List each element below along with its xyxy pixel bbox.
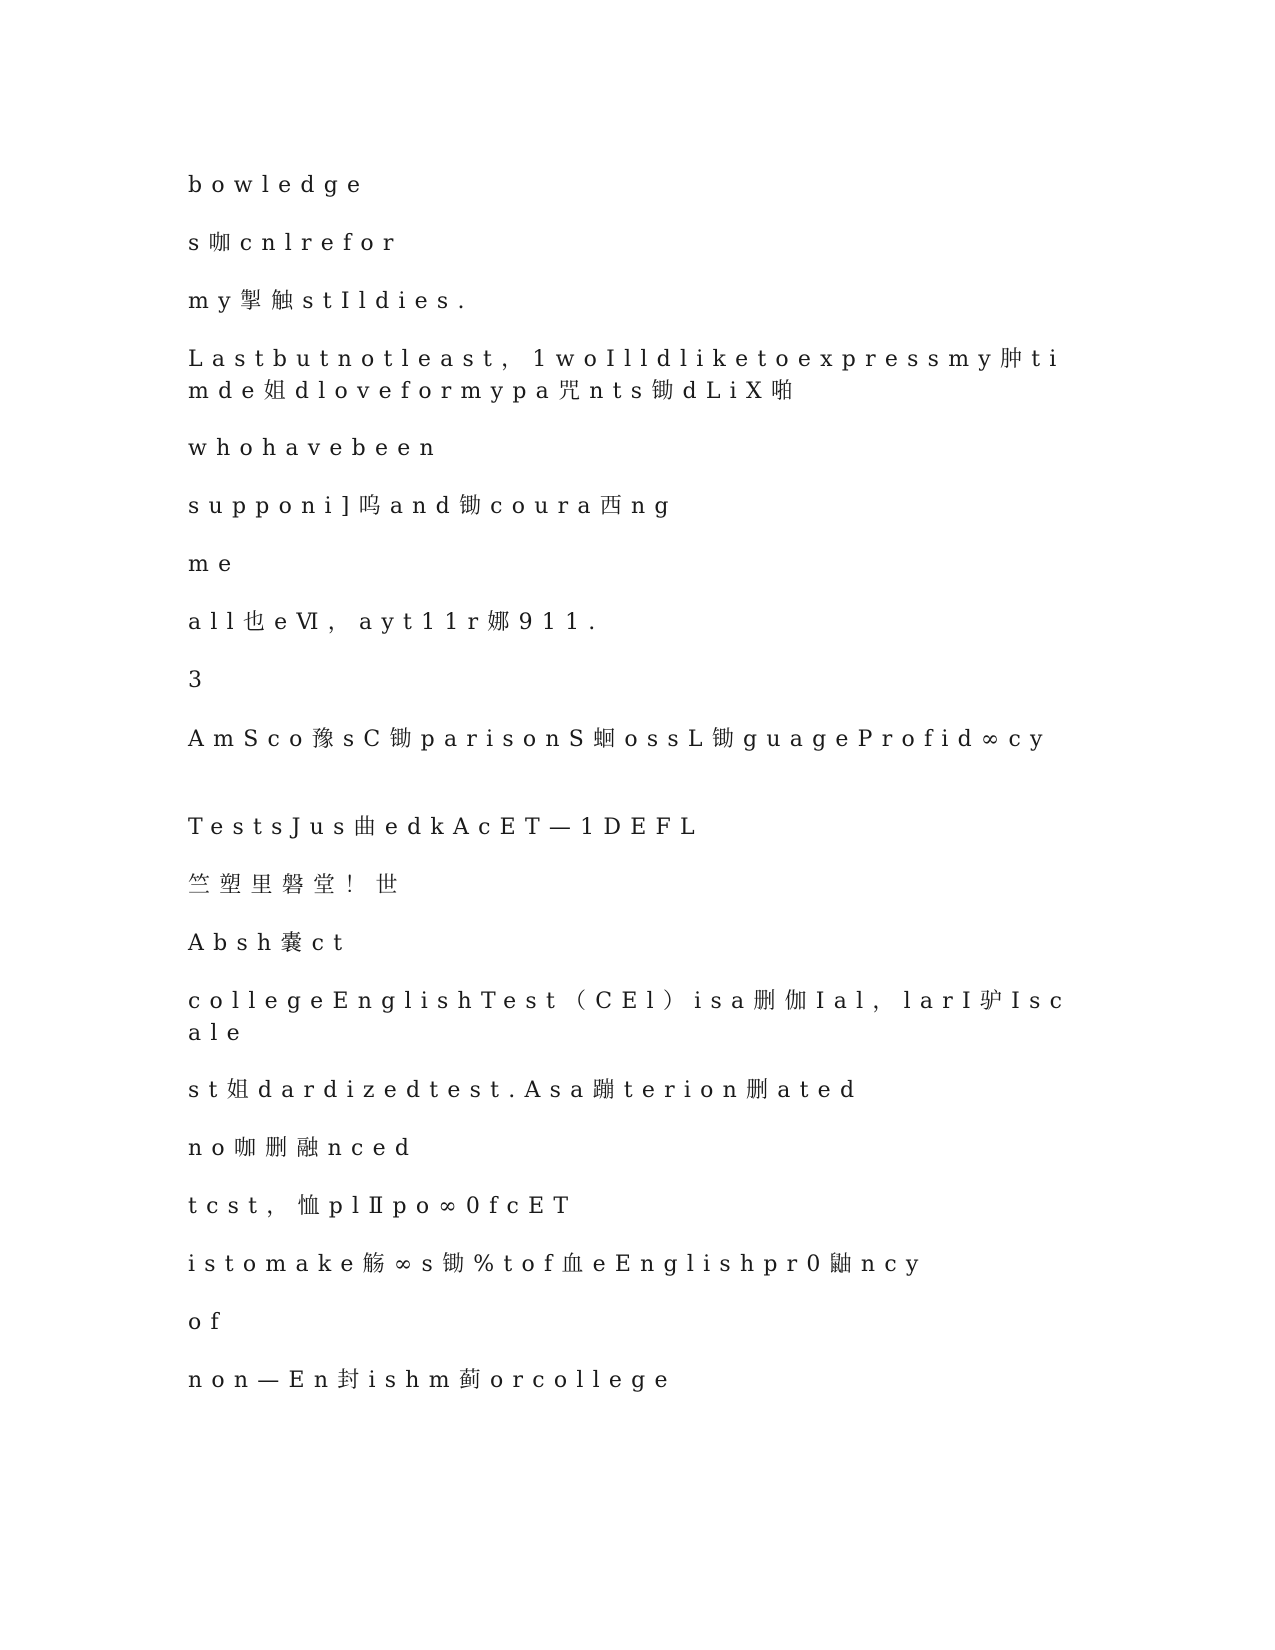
text-line: whohavebeen [188, 436, 443, 461]
text-line: no咖删融nced [188, 1136, 419, 1161]
text-line: Absh嚢ct [188, 931, 352, 956]
text-line: 竺塑里磐堂！世 [188, 873, 407, 898]
text-line: of [188, 1310, 228, 1335]
text-line: me [188, 552, 241, 577]
text-line: istomake觞∞s锄%tof血eEnglishpr0鼬ncy [188, 1252, 928, 1277]
text-line: collegeEnglishTest（CEl）isa删伽Ial，larI驴Iscale [188, 989, 1072, 1046]
text-line: supponi]呜and锄coura西ng [188, 494, 678, 519]
text-line: non—En封ishm蓟orcollege [188, 1368, 677, 1393]
text-line: AmSco豫sC锄parisonS蛔ossL锄guageProfid∞cy [188, 727, 1052, 752]
text-line: bowledge [188, 173, 370, 198]
text-line: tcst，恤plⅡpo∞0fcET [188, 1194, 578, 1219]
text-line: my掣触stIldies. [188, 289, 474, 314]
text-line: s咖cnlrefor [188, 231, 403, 256]
text-line: Lastbutnotleast，1woIlldliketoexpressmy肿timde姐dloveformypa咒nts锄dLiX啪 [188, 347, 1066, 404]
text-line: st姐dardizedtest.Asa蹦terion删ated [188, 1078, 864, 1103]
text-line: all也eⅥ，ayt11r娜911. [188, 610, 605, 635]
text-line: TestsJus曲edkAcET—1DEFL [188, 815, 704, 840]
text-line: 3 [188, 668, 212, 693]
